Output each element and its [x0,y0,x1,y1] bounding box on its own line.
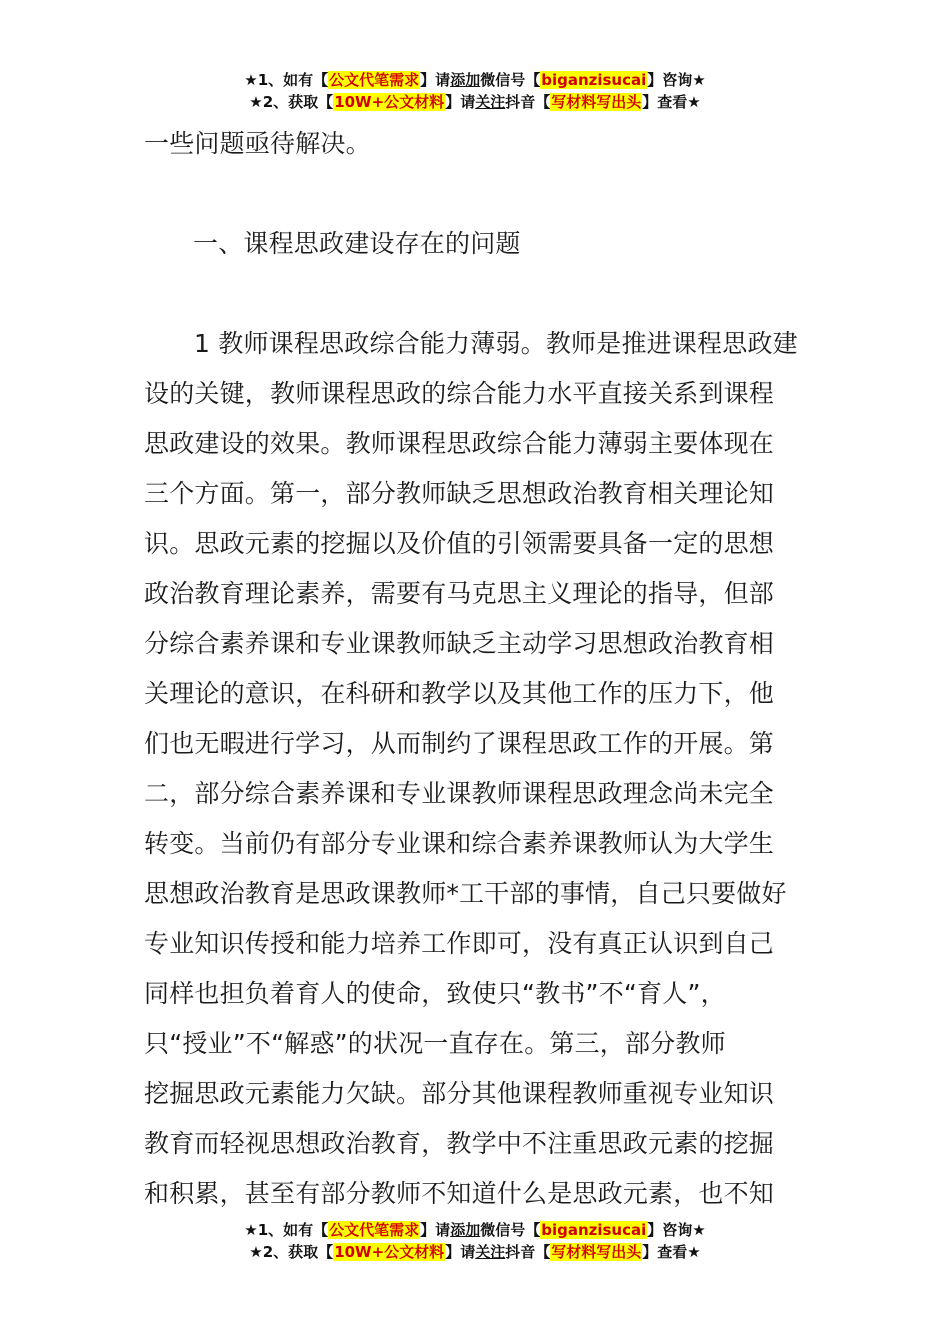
banner-underline-text: 添加 [450,71,481,89]
banner-line-2 [0,1241,950,1263]
paragraph-line: 识。思政元素的挖掘以及价值的引领需要具备一定的思想 [144,529,775,558]
banner-text: ★2、获取【 [249,1243,334,1261]
paragraph-line: 专业知识传授和能力培养工作即可，没有真正认识到自己 [144,929,775,958]
paragraph-line: 思政建设的效果。教师课程思政综合能力薄弱主要体现在 [144,429,775,458]
paragraph-line: 设的关键，教师课程思政的综合能力水平直接关系到课程 [144,379,775,408]
paragraph-line: 只“授业”不“解惑”的状况一直存在。第三，部分教师 [144,1029,726,1058]
banner-text: 微信号【 [480,71,541,89]
paragraph-line: 政治教育理论素养，需要有马克思主义理论的指导，但部 [144,579,775,608]
banner-top [0,69,950,113]
banner-underline-text: 关注 [475,93,506,111]
banner-text: 】请 [445,1243,476,1261]
banner-text: ★2、获取【 [249,93,334,111]
paragraph-line: 和积累，甚至有部分教师不知道什么是思政元素，也不知 [144,1179,775,1208]
banner-text: 】查看★ [642,1243,701,1261]
paragraph-line: 二，部分综合素养课和专业课教师课程思政理念尚未完全 [144,779,775,808]
paragraph-line: 挖掘思政元素能力欠缺。部分其他课程教师重视专业知识 [144,1079,775,1108]
banner-text: 】咨询★ [647,71,706,89]
paragraph-line: 们也无暇进行学习，从而制约了课程思政工作的开展。第 [144,729,775,758]
highlight-douyin-account: 写材料写出头 [551,93,642,111]
banner-underline-text: 添加 [450,1221,481,1239]
highlight-wechat-id: biganzisucai [541,1221,647,1239]
highlight-writing-service: 公文代笔需求 [329,71,420,89]
banner-text: 抖音【 [505,1243,551,1261]
banner-line-1 [0,1219,950,1241]
banner-text: 】查看★ [642,93,701,111]
paragraph-body [144,319,808,1219]
highlight-wechat-id: biganzisucai [541,71,647,89]
highlight-writing-service: 公文代笔需求 [329,1221,420,1239]
highlight-materials: 10W+公文材料 [334,93,445,111]
banner-text: 抖音【 [505,93,551,111]
continued-line: 一些问题亟待解决。 [144,129,371,158]
paragraph-line: 转变。当前仍有部分专业课和综合素养课教师认为大学生 [144,829,775,858]
banner-text: 】请 [420,1221,451,1239]
paragraph-line: 思想政治教育是思政课教师*工干部的事情，自己只要做好 [144,879,787,908]
banner-text: 微信号【 [480,1221,541,1239]
paragraph-line: 教育而轻视思想政治教育，教学中不注重思政元素的挖掘 [144,1129,775,1158]
highlight-douyin-account: 写材料写出头 [551,1243,642,1261]
paragraph-line: 同样也担负着育人的使命，致使只“教书”不“育人”， [144,979,726,1008]
paragraph-line: 关理论的意识，在科研和教学以及其他工作的压力下，他 [144,679,775,708]
banner-bottom [0,1219,950,1263]
paragraph-line: 三个方面。第一，部分教师缺乏思想政治教育相关理论知 [144,479,775,508]
banner-line-2 [0,91,950,113]
banner-underline-text: 关注 [475,1243,506,1261]
paragraph-line: 1 教师课程思政综合能力薄弱。教师是推进课程思政建 [194,329,798,358]
banner-text: 】请 [445,93,476,111]
highlight-materials: 10W+公文材料 [334,1243,445,1261]
section-heading: 一、课程思政建设存在的问题 [193,229,521,258]
banner-text: ★1、如有【 [244,1221,329,1239]
banner-line-1 [0,69,950,91]
paragraph-line: 分综合素养课和专业课教师缺乏主动学习思想政治教育相 [144,629,775,658]
banner-text: 】请 [420,71,451,89]
banner-text: ★1、如有【 [244,71,329,89]
banner-text: 】咨询★ [647,1221,706,1239]
